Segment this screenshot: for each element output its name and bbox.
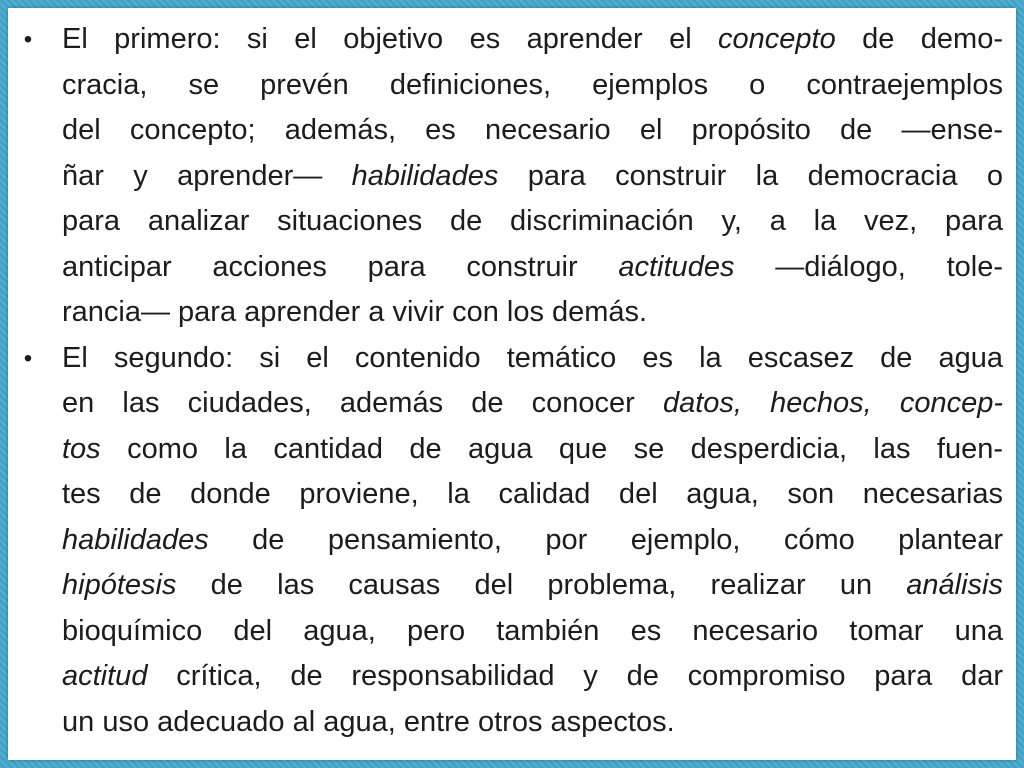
body-text: de las causas del problema, realizar un [176, 569, 907, 601]
body-text: El primero: si el objetivo es aprender el [62, 23, 719, 55]
body-text: El segundo: si el contenido temático es la escasez de agua [62, 341, 1003, 374]
body-text: anticipar acciones para construir [62, 250, 619, 283]
bullet-marker: • [23, 344, 33, 372]
body-text: tes de donde proviene, la calidad del agua, son necesarias [62, 478, 1003, 510]
body-text: bioquímico del agua, pero también es necesario tomar una [62, 614, 1003, 647]
body-text: como la cantidad de agua que se desperdicia, las fuen- [100, 432, 1003, 465]
body-text: —diálogo, tole- [734, 250, 1003, 283]
text-line [62, 654, 1003, 700]
bullet-marker: • [23, 26, 33, 53]
italic-text: análisis [906, 569, 1003, 601]
text-line [62, 17, 1003, 63]
italic-text: habilidades [351, 159, 499, 192]
italic-text: concepto [718, 23, 836, 55]
body-text: para construir la democracia o [498, 159, 1003, 192]
body-text: un uso adecuado al agua, entre otros aspectos. [62, 705, 675, 738]
text-line [62, 427, 1003, 473]
body-text: en las ciudades, además de conocer [62, 387, 663, 419]
text-line [62, 700, 1003, 746]
italic-text: tos [62, 432, 101, 465]
italic-text: habilidades [62, 523, 209, 556]
body-text: ñar y aprender— [62, 159, 352, 192]
body-text: de pensamiento, por ejemplo, cómo plantear [208, 523, 1003, 556]
italic-text: hipótesis [62, 569, 177, 601]
text-line [62, 63, 1003, 109]
italic-text: datos, hechos, concep- [662, 387, 1003, 419]
text-line [62, 609, 1003, 655]
text-line [62, 336, 1003, 382]
text-line [62, 108, 1003, 154]
bullet-list [23, 17, 1003, 745]
body-text: rancia— para aprender a vivir con los demás. [62, 296, 648, 328]
body-text: crítica, de responsabilidad y de compromiso para dar [147, 660, 1003, 692]
body-text: del concepto; además, es necesario el propósito de —ense- [62, 114, 1003, 146]
italic-text: actitud [62, 660, 148, 692]
body-text: cracia, se prevén definiciones, ejemplos o contraejemplos [62, 68, 1003, 101]
text-line [62, 563, 1003, 609]
text-line [62, 154, 1003, 200]
text-line [62, 472, 1003, 518]
text-line [62, 381, 1003, 427]
list-item [23, 17, 1003, 336]
body-text: para analizar situaciones de discriminación y, a la vez, para [62, 205, 1003, 237]
italic-text: actitudes [618, 250, 735, 283]
text-line [62, 199, 1003, 245]
body-text: de demo- [835, 23, 1003, 55]
text-line [62, 245, 1003, 291]
document-page [8, 8, 1016, 760]
text-line [62, 290, 1003, 336]
list-item [23, 336, 1003, 746]
text-line [62, 518, 1003, 564]
